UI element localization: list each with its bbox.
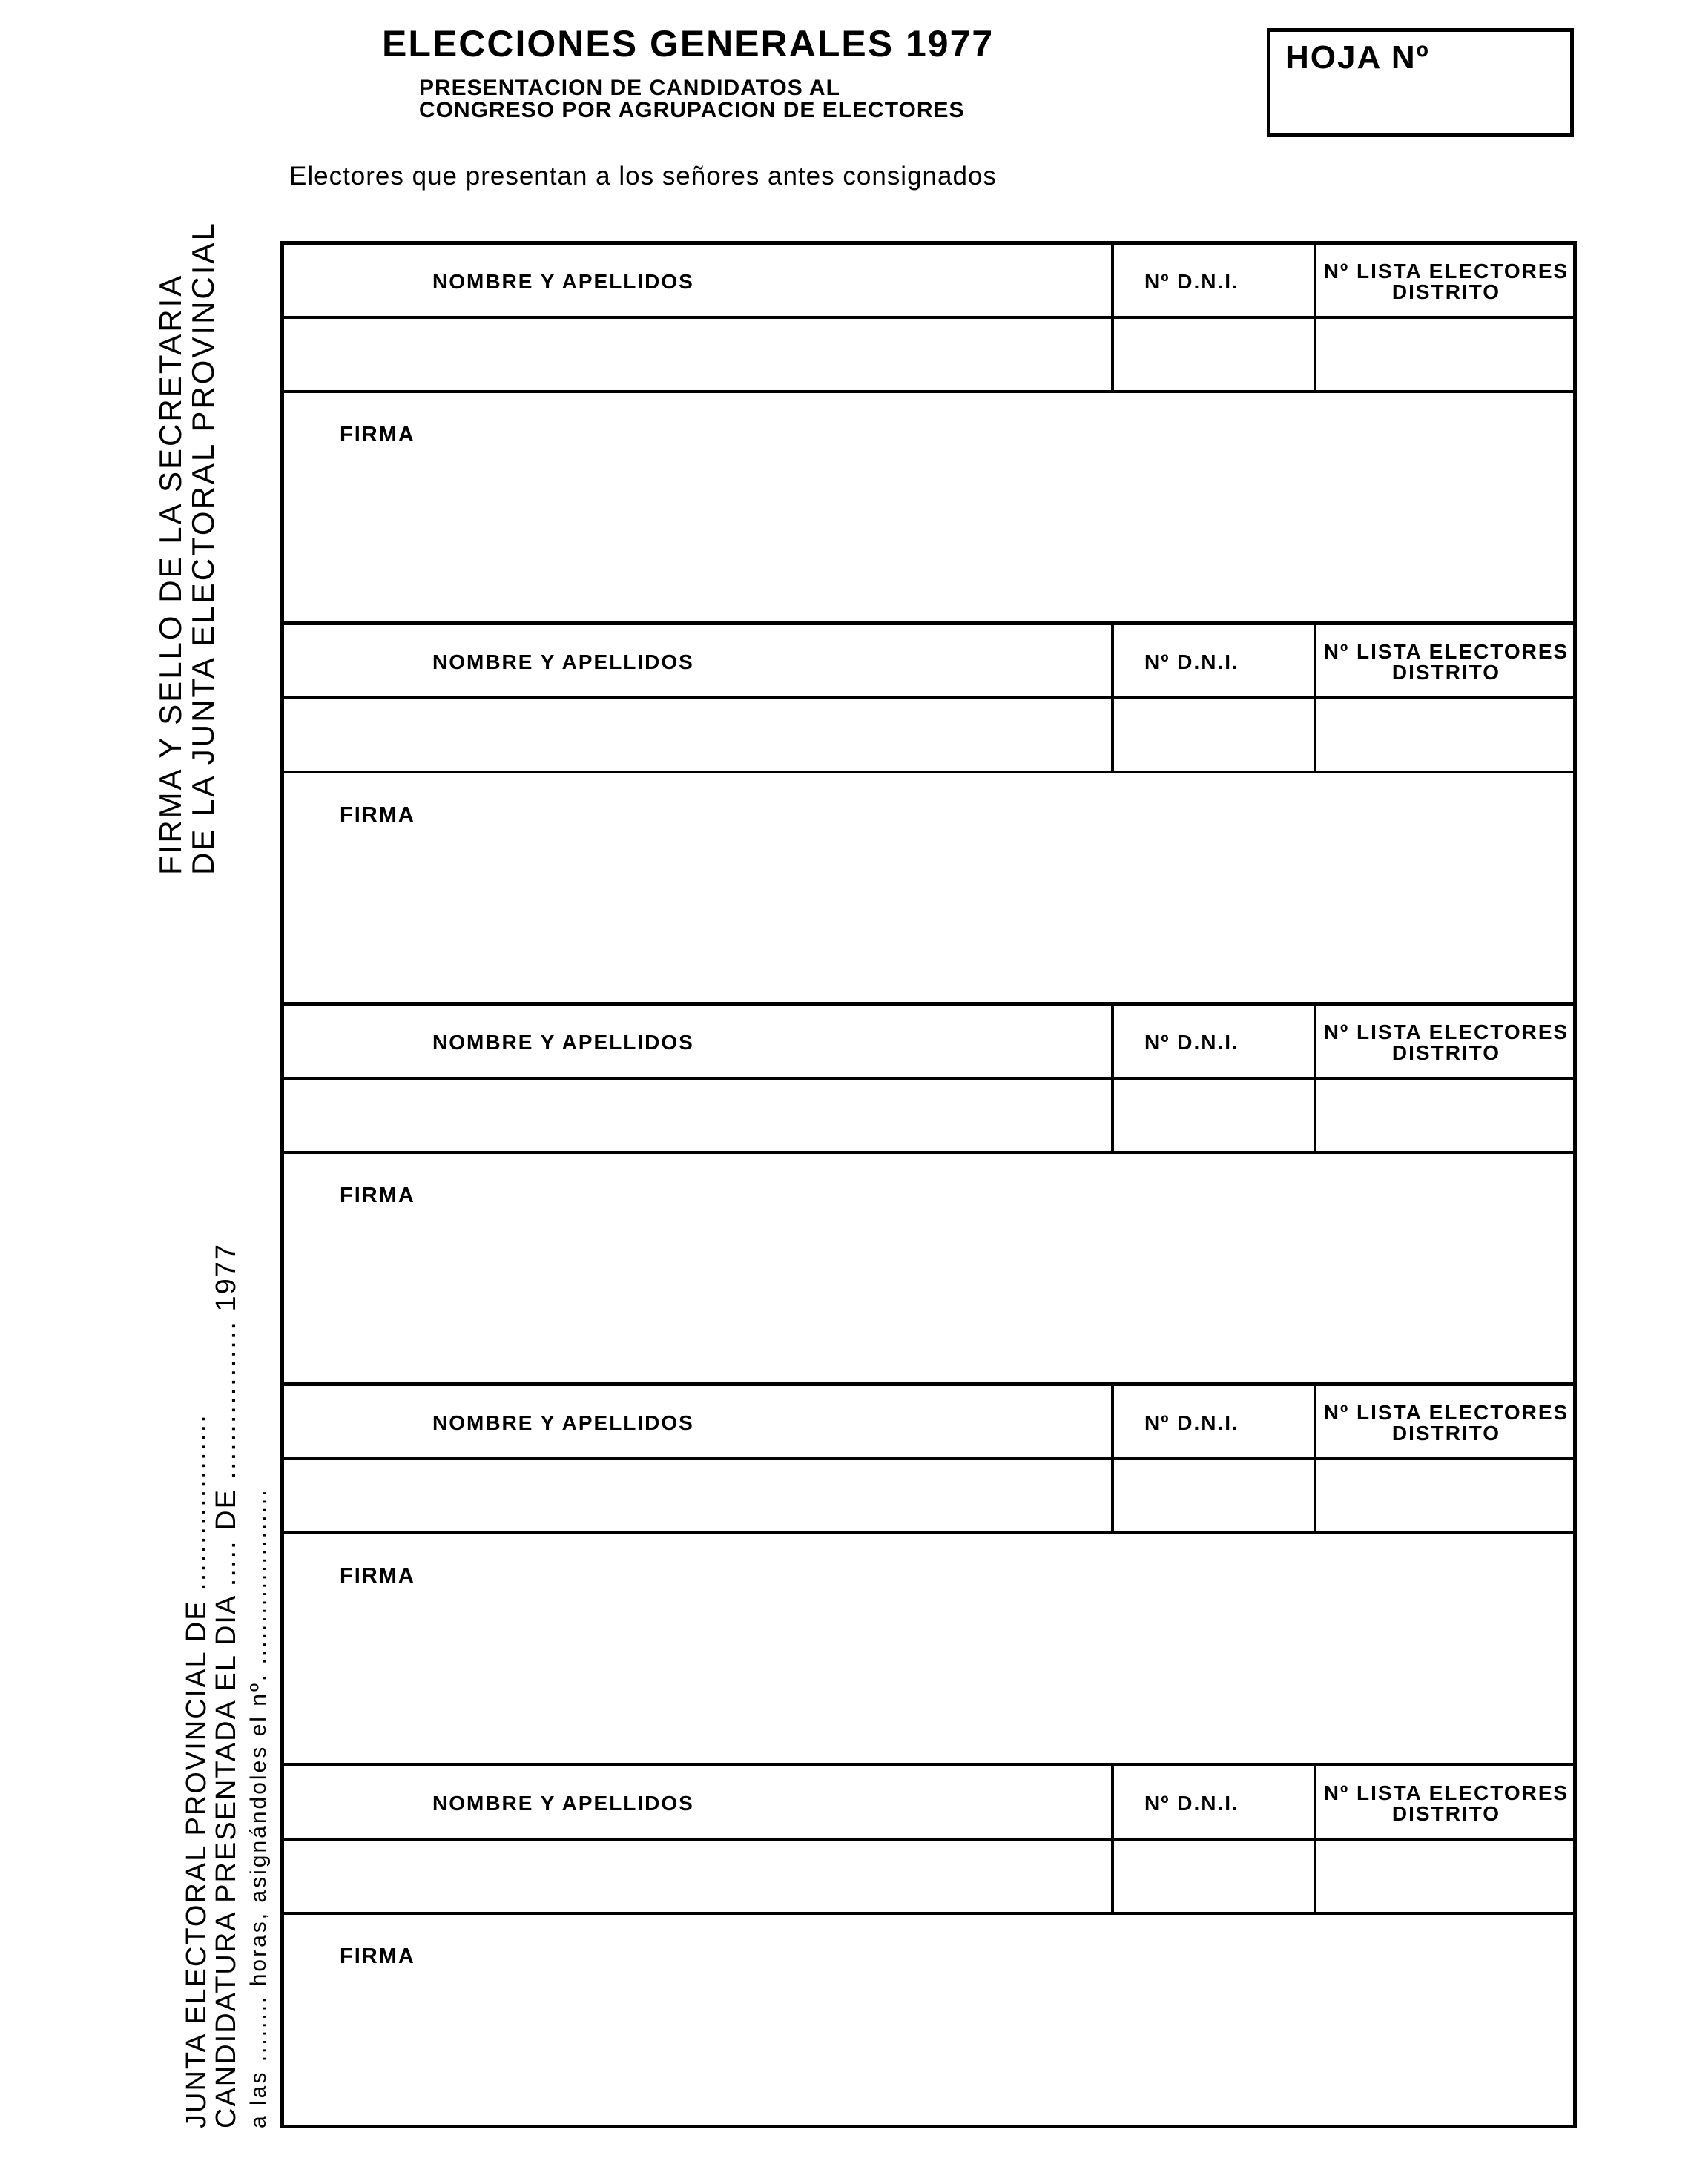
col-lista-header-line1: Nº LISTA ELECTORES xyxy=(1323,1401,1569,1424)
col-lista-header-line2: DISTRITO xyxy=(1391,1422,1501,1445)
col-lista-header xyxy=(1316,641,1576,683)
col-lista-header-line1: Nº LISTA ELECTORES xyxy=(1323,260,1569,283)
elector-block-1 xyxy=(284,245,1573,621)
dni-field[interactable] xyxy=(1114,1841,1314,1912)
firma-label: FIRMA xyxy=(340,1184,415,1207)
column-divider xyxy=(1111,1386,1114,1534)
header-row xyxy=(284,245,1573,319)
header-row xyxy=(284,1386,1573,1460)
lista-field[interactable] xyxy=(1316,699,1573,771)
sheet-number-label: HOJA Nº xyxy=(1285,39,1430,76)
elector-block-4 xyxy=(284,1386,1573,1763)
col-lista-header-line1: Nº LISTA ELECTORES xyxy=(1323,1781,1569,1804)
col-lista-header xyxy=(1316,1783,1576,1824)
column-divider xyxy=(1314,625,1316,773)
junta-line-1: JUNTA ELECTORAL PROVINCIAL DE ................... xyxy=(181,1413,212,2128)
header-row xyxy=(284,625,1573,699)
data-row xyxy=(284,699,1573,773)
subtitle-line-2: CONGRESO POR AGRUPACION DE ELECTORES xyxy=(419,98,965,122)
firma-label: FIRMA xyxy=(340,1944,415,1968)
firma-label: FIRMA xyxy=(340,803,415,827)
col-lista-header xyxy=(1316,1022,1576,1063)
col-lista-header-line2: DISTRITO xyxy=(1391,1802,1501,1825)
name-field[interactable] xyxy=(284,319,1111,390)
col-name-header: NOMBRE Y APELLIDOS xyxy=(432,1031,694,1054)
col-lista-header-line1: Nº LISTA ELECTORES xyxy=(1323,1020,1569,1043)
document-subtitle xyxy=(419,77,965,122)
column-divider xyxy=(1111,1766,1114,1915)
col-lista-header-line2: DISTRITO xyxy=(1391,1041,1501,1064)
col-dni-header: Nº D.N.I. xyxy=(1144,1411,1239,1434)
col-lista-header xyxy=(1316,1402,1576,1444)
col-name-header: NOMBRE Y APELLIDOS xyxy=(432,1411,694,1434)
elector-block-2 xyxy=(284,625,1573,1002)
col-dni-header: Nº D.N.I. xyxy=(1144,1792,1239,1815)
column-divider xyxy=(1111,1006,1114,1154)
dni-field[interactable] xyxy=(1114,319,1314,390)
subtitle-line-1: PRESENTACION DE CANDIDATOS AL xyxy=(419,76,840,100)
header-row xyxy=(284,1006,1573,1080)
data-row xyxy=(284,1460,1573,1534)
signature-area[interactable] xyxy=(284,776,1573,999)
column-divider xyxy=(1111,245,1114,393)
signature-area[interactable] xyxy=(284,1537,1573,1760)
stamp-instruction xyxy=(154,221,220,875)
col-name-header: NOMBRE Y APELLIDOS xyxy=(432,270,694,293)
col-dni-header: Nº D.N.I. xyxy=(1144,1031,1239,1054)
electors-form xyxy=(280,241,1577,2128)
signature-area[interactable] xyxy=(284,1918,1573,2122)
junta-registration-note xyxy=(182,1243,274,2128)
col-dni-header: Nº D.N.I. xyxy=(1144,270,1239,293)
col-lista-header-line2: DISTRITO xyxy=(1391,661,1501,684)
firma-label: FIRMA xyxy=(340,1564,415,1588)
sheet-number-box[interactable] xyxy=(1267,28,1574,137)
data-row xyxy=(284,1841,1573,1915)
stamp-line-1: FIRMA Y SELLO DE LA SECRETARIA xyxy=(153,273,188,875)
dni-field[interactable] xyxy=(1114,699,1314,771)
col-lista-header-line2: DISTRITO xyxy=(1391,280,1501,303)
column-divider xyxy=(1111,625,1114,773)
header-row xyxy=(284,1766,1573,1841)
col-dni-header: Nº D.N.I. xyxy=(1144,650,1239,673)
intro-text: Electores que presentan a los señores antes consignados xyxy=(289,162,997,191)
elector-block-3 xyxy=(284,1006,1573,1382)
column-divider xyxy=(1314,1386,1316,1534)
name-field[interactable] xyxy=(284,1080,1111,1151)
col-name-header: NOMBRE Y APELLIDOS xyxy=(432,650,694,673)
elector-block-5 xyxy=(284,1766,1573,2125)
column-divider xyxy=(1314,1766,1316,1915)
junta-line-3: a las ........ horas, asignándoles el nº. ..................... xyxy=(246,1488,271,2128)
name-field[interactable] xyxy=(284,1460,1111,1531)
stamp-line-2: DE LA JUNTA ELECTORAL PROVINCIAL xyxy=(185,221,220,875)
signature-area[interactable] xyxy=(284,396,1573,618)
col-name-header: NOMBRE Y APELLIDOS xyxy=(432,1792,694,1815)
col-lista-header xyxy=(1316,261,1576,303)
name-field[interactable] xyxy=(284,1841,1111,1912)
lista-field[interactable] xyxy=(1316,1841,1573,1912)
lista-field[interactable] xyxy=(1316,1080,1573,1151)
lista-field[interactable] xyxy=(1316,319,1573,390)
dni-field[interactable] xyxy=(1114,1460,1314,1531)
column-divider xyxy=(1314,245,1316,393)
document-title: ELECCIONES GENERALES 1977 xyxy=(382,23,995,65)
name-field[interactable] xyxy=(284,699,1111,771)
junta-line-2: CANDIDATURA PRESENTADA EL DIA ..... DE ................. 1977 xyxy=(211,1242,242,2128)
column-divider xyxy=(1314,1006,1316,1154)
col-lista-header-line1: Nº LISTA ELECTORES xyxy=(1323,640,1569,663)
signature-area[interactable] xyxy=(284,1157,1573,1379)
data-row xyxy=(284,1080,1573,1154)
data-row xyxy=(284,319,1573,393)
firma-label: FIRMA xyxy=(340,423,415,446)
dni-field[interactable] xyxy=(1114,1080,1314,1151)
lista-field[interactable] xyxy=(1316,1460,1573,1531)
